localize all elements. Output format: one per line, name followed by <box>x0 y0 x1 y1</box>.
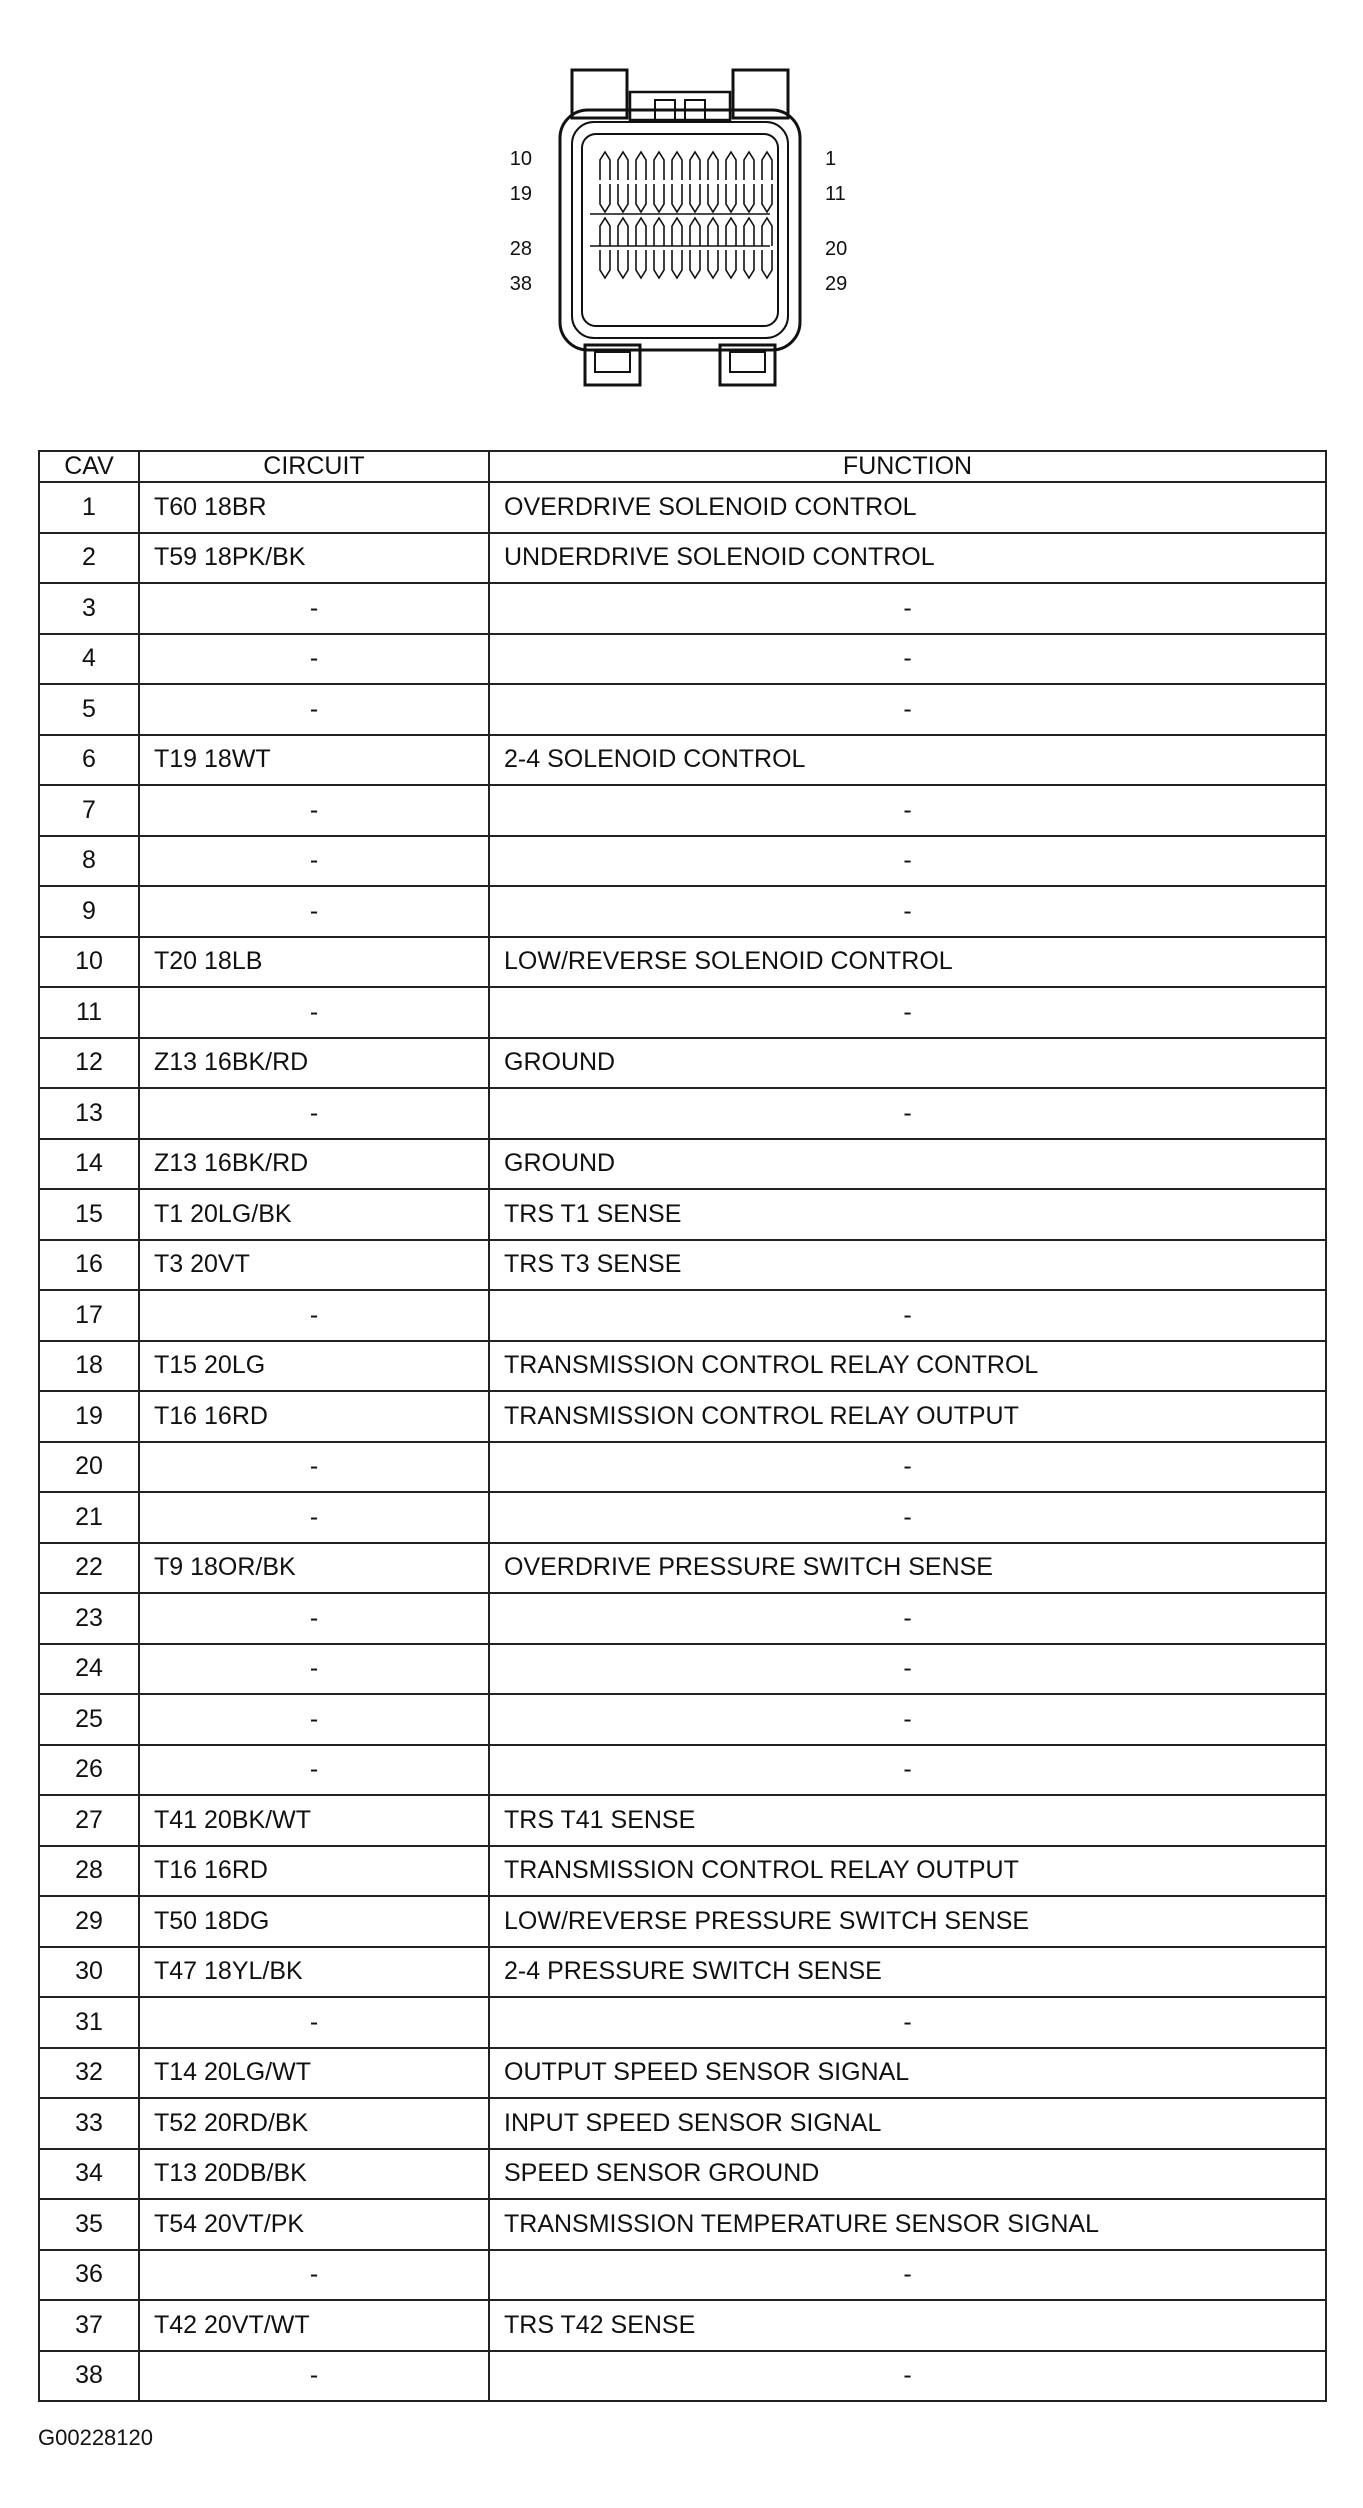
circuit-cell: Z13 16BK/RD <box>139 1139 489 1190</box>
connector-pin <box>618 218 628 246</box>
table-row <box>39 1088 1326 1139</box>
connector-pin <box>672 152 682 180</box>
cav-number: 5 <box>39 684 139 735</box>
function-cell: - <box>489 2351 1326 2402</box>
cavity-label-right: 11 <box>825 183 846 205</box>
circuit-cell: T19 18WT <box>139 735 489 786</box>
circuit-cell: Z13 16BK/RD <box>139 1038 489 1089</box>
table-row <box>39 1846 1326 1897</box>
column-header-circuit: CIRCUIT <box>139 451 489 482</box>
function-cell: GROUND <box>489 1139 1326 1190</box>
function-cell: - <box>489 785 1326 836</box>
cav-number: 33 <box>39 2098 139 2149</box>
connector-pin <box>708 152 718 180</box>
cavity-label-right: 1 <box>825 148 837 170</box>
cav-number: 32 <box>39 2048 139 2099</box>
function-cell: TRS T3 SENSE <box>489 1240 1326 1291</box>
function-cell: - <box>489 2250 1326 2301</box>
cav-number: 4 <box>39 634 139 685</box>
circuit-cell: T42 20VT/WT <box>139 2300 489 2351</box>
function-cell: SPEED SENSOR GROUND <box>489 2149 1326 2200</box>
circuit-cell: - <box>139 1593 489 1644</box>
connector-pin <box>654 218 664 246</box>
circuit-cell: - <box>139 2351 489 2402</box>
circuit-cell: T60 18BR <box>139 482 489 533</box>
cav-number: 28 <box>39 1846 139 1897</box>
connector-pin <box>672 218 682 246</box>
table-row <box>39 1795 1326 1846</box>
connector-pin <box>636 152 646 180</box>
table-row <box>39 1038 1326 1089</box>
table-row <box>39 2048 1326 2099</box>
table-row <box>39 684 1326 735</box>
table-row <box>39 1694 1326 1745</box>
circuit-cell: - <box>139 785 489 836</box>
connector-pin-rows <box>600 152 772 278</box>
cavity-label-left: 28 <box>509 238 532 260</box>
connector-pin <box>654 152 664 180</box>
cav-number: 37 <box>39 2300 139 2351</box>
cavity-label-left: 19 <box>509 183 532 205</box>
circuit-cell: T50 18DG <box>139 1896 489 1947</box>
connector-pin <box>672 184 682 212</box>
cavity-label-right: 20 <box>825 238 848 260</box>
function-cell: 2-4 SOLENOID CONTROL <box>489 735 1326 786</box>
function-cell: OVERDRIVE SOLENOID CONTROL <box>489 482 1326 533</box>
cav-number: 9 <box>39 886 139 937</box>
cav-number: 25 <box>39 1694 139 1745</box>
cav-number: 34 <box>39 2149 139 2200</box>
function-cell: - <box>489 987 1326 1038</box>
circuit-cell: - <box>139 684 489 735</box>
function-cell: 2-4 PRESSURE SWITCH SENSE <box>489 1947 1326 1998</box>
circuit-cell: - <box>139 2250 489 2301</box>
connector-pin <box>708 184 718 212</box>
function-cell: TRS T1 SENSE <box>489 1189 1326 1240</box>
cavity-labels-right <box>825 148 847 295</box>
cav-number: 26 <box>39 1745 139 1796</box>
cav-number: 6 <box>39 735 139 786</box>
cav-number: 1 <box>39 482 139 533</box>
column-header-function: FUNCTION <box>489 451 1326 482</box>
table-header-row <box>39 451 1326 482</box>
circuit-cell: - <box>139 583 489 634</box>
cav-number: 31 <box>39 1997 139 2048</box>
connector-pin <box>600 184 610 212</box>
connector-pin <box>744 250 754 278</box>
pin-out-table <box>38 450 1327 2402</box>
cav-number: 22 <box>39 1543 139 1594</box>
function-cell: - <box>489 1442 1326 1493</box>
cav-number: 38 <box>39 2351 139 2402</box>
function-cell: - <box>489 886 1326 937</box>
connector-pin <box>726 184 736 212</box>
cav-number: 16 <box>39 1240 139 1291</box>
connector-pin <box>690 184 700 212</box>
circuit-cell: T13 20DB/BK <box>139 2149 489 2200</box>
cav-number: 2 <box>39 533 139 584</box>
connector-pin <box>654 184 664 212</box>
circuit-cell: T9 18OR/BK <box>139 1543 489 1594</box>
connector-pin <box>762 184 772 212</box>
function-cell: LOW/REVERSE SOLENOID CONTROL <box>489 937 1326 988</box>
function-cell: OUTPUT SPEED SENSOR SIGNAL <box>489 2048 1326 2099</box>
cav-number: 23 <box>39 1593 139 1644</box>
table-row <box>39 1745 1326 1796</box>
function-cell: - <box>489 583 1326 634</box>
function-cell: GROUND <box>489 1038 1326 1089</box>
circuit-cell: - <box>139 1694 489 1745</box>
cav-number: 20 <box>39 1442 139 1493</box>
circuit-cell: T14 20LG/WT <box>139 2048 489 2099</box>
table-row <box>39 1290 1326 1341</box>
circuit-cell: - <box>139 1997 489 2048</box>
table-row <box>39 1189 1326 1240</box>
table-row <box>39 1644 1326 1695</box>
circuit-cell: T59 18PK/BK <box>139 533 489 584</box>
table-row <box>39 1341 1326 1392</box>
cavity-label-left: 38 <box>509 273 532 295</box>
circuit-cell: - <box>139 886 489 937</box>
cavity-label-right: 29 <box>825 273 848 295</box>
circuit-cell: T41 20BK/WT <box>139 1795 489 1846</box>
table-row <box>39 785 1326 836</box>
table-row <box>39 1997 1326 2048</box>
connector-pin <box>600 218 610 246</box>
table-row <box>39 987 1326 1038</box>
connector-pin <box>762 218 772 246</box>
circuit-cell: - <box>139 634 489 685</box>
cav-number: 7 <box>39 785 139 836</box>
table-row <box>39 1593 1326 1644</box>
cavity-labels-left <box>510 148 532 295</box>
function-cell: - <box>489 684 1326 735</box>
connector-pin <box>636 250 646 278</box>
cav-number: 3 <box>39 583 139 634</box>
function-cell: - <box>489 1492 1326 1543</box>
connector-pin <box>690 218 700 246</box>
table-row <box>39 886 1326 937</box>
cav-number: 19 <box>39 1391 139 1442</box>
circuit-cell: - <box>139 1644 489 1695</box>
connector-pin <box>636 218 646 246</box>
cav-number: 36 <box>39 2250 139 2301</box>
connector-pin <box>744 184 754 212</box>
cavity-label-left: 10 <box>509 148 532 170</box>
connector-pin <box>744 218 754 246</box>
connector-pin <box>690 152 700 180</box>
connector-pin <box>726 250 736 278</box>
function-cell: TRS T41 SENSE <box>489 1795 1326 1846</box>
circuit-cell: T16 16RD <box>139 1391 489 1442</box>
function-cell: - <box>489 836 1326 887</box>
table-row <box>39 1947 1326 1998</box>
connector-pin <box>744 152 754 180</box>
circuit-cell: T54 20VT/PK <box>139 2199 489 2250</box>
connector-pin <box>708 218 718 246</box>
connector-pin <box>726 218 736 246</box>
circuit-cell: T15 20LG <box>139 1341 489 1392</box>
table-row <box>39 1240 1326 1291</box>
function-cell: - <box>489 1997 1326 2048</box>
function-cell: INPUT SPEED SENSOR SIGNAL <box>489 2098 1326 2149</box>
table-row <box>39 583 1326 634</box>
function-cell: - <box>489 634 1326 685</box>
figure-code: G00228120 <box>38 2425 153 2450</box>
connector-housing <box>560 70 800 385</box>
connector-pin <box>690 250 700 278</box>
function-cell: TRANSMISSION CONTROL RELAY OUTPUT <box>489 1846 1326 1897</box>
table-row <box>39 482 1326 533</box>
table-row <box>39 1442 1326 1493</box>
table-row <box>39 1492 1326 1543</box>
table-row <box>39 735 1326 786</box>
table-row <box>39 1543 1326 1594</box>
connector-pin <box>762 250 772 278</box>
circuit-cell: T1 20LG/BK <box>139 1189 489 1240</box>
circuit-cell: - <box>139 1492 489 1543</box>
function-cell: OVERDRIVE PRESSURE SWITCH SENSE <box>489 1543 1326 1594</box>
table-row <box>39 2199 1326 2250</box>
table-row <box>39 1391 1326 1442</box>
cav-number: 35 <box>39 2199 139 2250</box>
table-row <box>39 2250 1326 2301</box>
circuit-cell: - <box>139 1290 489 1341</box>
table-row <box>39 2300 1326 2351</box>
cav-number: 21 <box>39 1492 139 1543</box>
cav-number: 24 <box>39 1644 139 1695</box>
circuit-cell: - <box>139 1442 489 1493</box>
cav-number: 10 <box>39 937 139 988</box>
table-row <box>39 2149 1326 2200</box>
connector-pin <box>618 250 628 278</box>
cav-number: 12 <box>39 1038 139 1089</box>
connector-pin <box>636 184 646 212</box>
table-row <box>39 937 1326 988</box>
function-cell: TRANSMISSION TEMPERATURE SENSOR SIGNAL <box>489 2199 1326 2250</box>
connector-pin <box>600 152 610 180</box>
cav-number: 8 <box>39 836 139 887</box>
cav-number: 13 <box>39 1088 139 1139</box>
connector-face-diagram <box>460 60 900 390</box>
cav-number: 18 <box>39 1341 139 1392</box>
connector-pin <box>654 250 664 278</box>
connector-pin <box>726 152 736 180</box>
table-row <box>39 634 1326 685</box>
circuit-cell: - <box>139 1088 489 1139</box>
table-row <box>39 2098 1326 2149</box>
function-cell: TRANSMISSION CONTROL RELAY OUTPUT <box>489 1391 1326 1442</box>
circuit-cell: - <box>139 987 489 1038</box>
function-cell: - <box>489 1593 1326 1644</box>
connector-pin <box>600 250 610 278</box>
table-row <box>39 533 1326 584</box>
cav-number: 29 <box>39 1896 139 1947</box>
connector-pin <box>708 250 718 278</box>
table-row <box>39 2351 1326 2402</box>
cav-number: 11 <box>39 987 139 1038</box>
function-cell: - <box>489 1644 1326 1695</box>
column-header-cav: CAV <box>39 451 139 482</box>
table-row <box>39 1896 1326 1947</box>
table-row <box>39 1139 1326 1190</box>
cav-number: 30 <box>39 1947 139 1998</box>
function-cell: UNDERDRIVE SOLENOID CONTROL <box>489 533 1326 584</box>
circuit-cell: T52 20RD/BK <box>139 2098 489 2149</box>
circuit-cell: T20 18LB <box>139 937 489 988</box>
circuit-cell: - <box>139 1745 489 1796</box>
function-cell: - <box>489 1088 1326 1139</box>
function-cell: - <box>489 1745 1326 1796</box>
circuit-cell: T47 18YL/BK <box>139 1947 489 1998</box>
connector-pin <box>618 152 628 180</box>
function-cell: - <box>489 1290 1326 1341</box>
table-row <box>39 836 1326 887</box>
cav-number: 14 <box>39 1139 139 1190</box>
function-cell: - <box>489 1694 1326 1745</box>
cav-number: 27 <box>39 1795 139 1846</box>
function-cell: TRANSMISSION CONTROL RELAY CONTROL <box>489 1341 1326 1392</box>
function-cell: LOW/REVERSE PRESSURE SWITCH SENSE <box>489 1896 1326 1947</box>
connector-pin <box>762 152 772 180</box>
circuit-cell: T16 16RD <box>139 1846 489 1897</box>
cav-number: 17 <box>39 1290 139 1341</box>
cav-number: 15 <box>39 1189 139 1240</box>
connector-pin <box>672 250 682 278</box>
connector-pin <box>618 184 628 212</box>
circuit-cell: - <box>139 836 489 887</box>
function-cell: TRS T42 SENSE <box>489 2300 1326 2351</box>
circuit-cell: T3 20VT <box>139 1240 489 1291</box>
